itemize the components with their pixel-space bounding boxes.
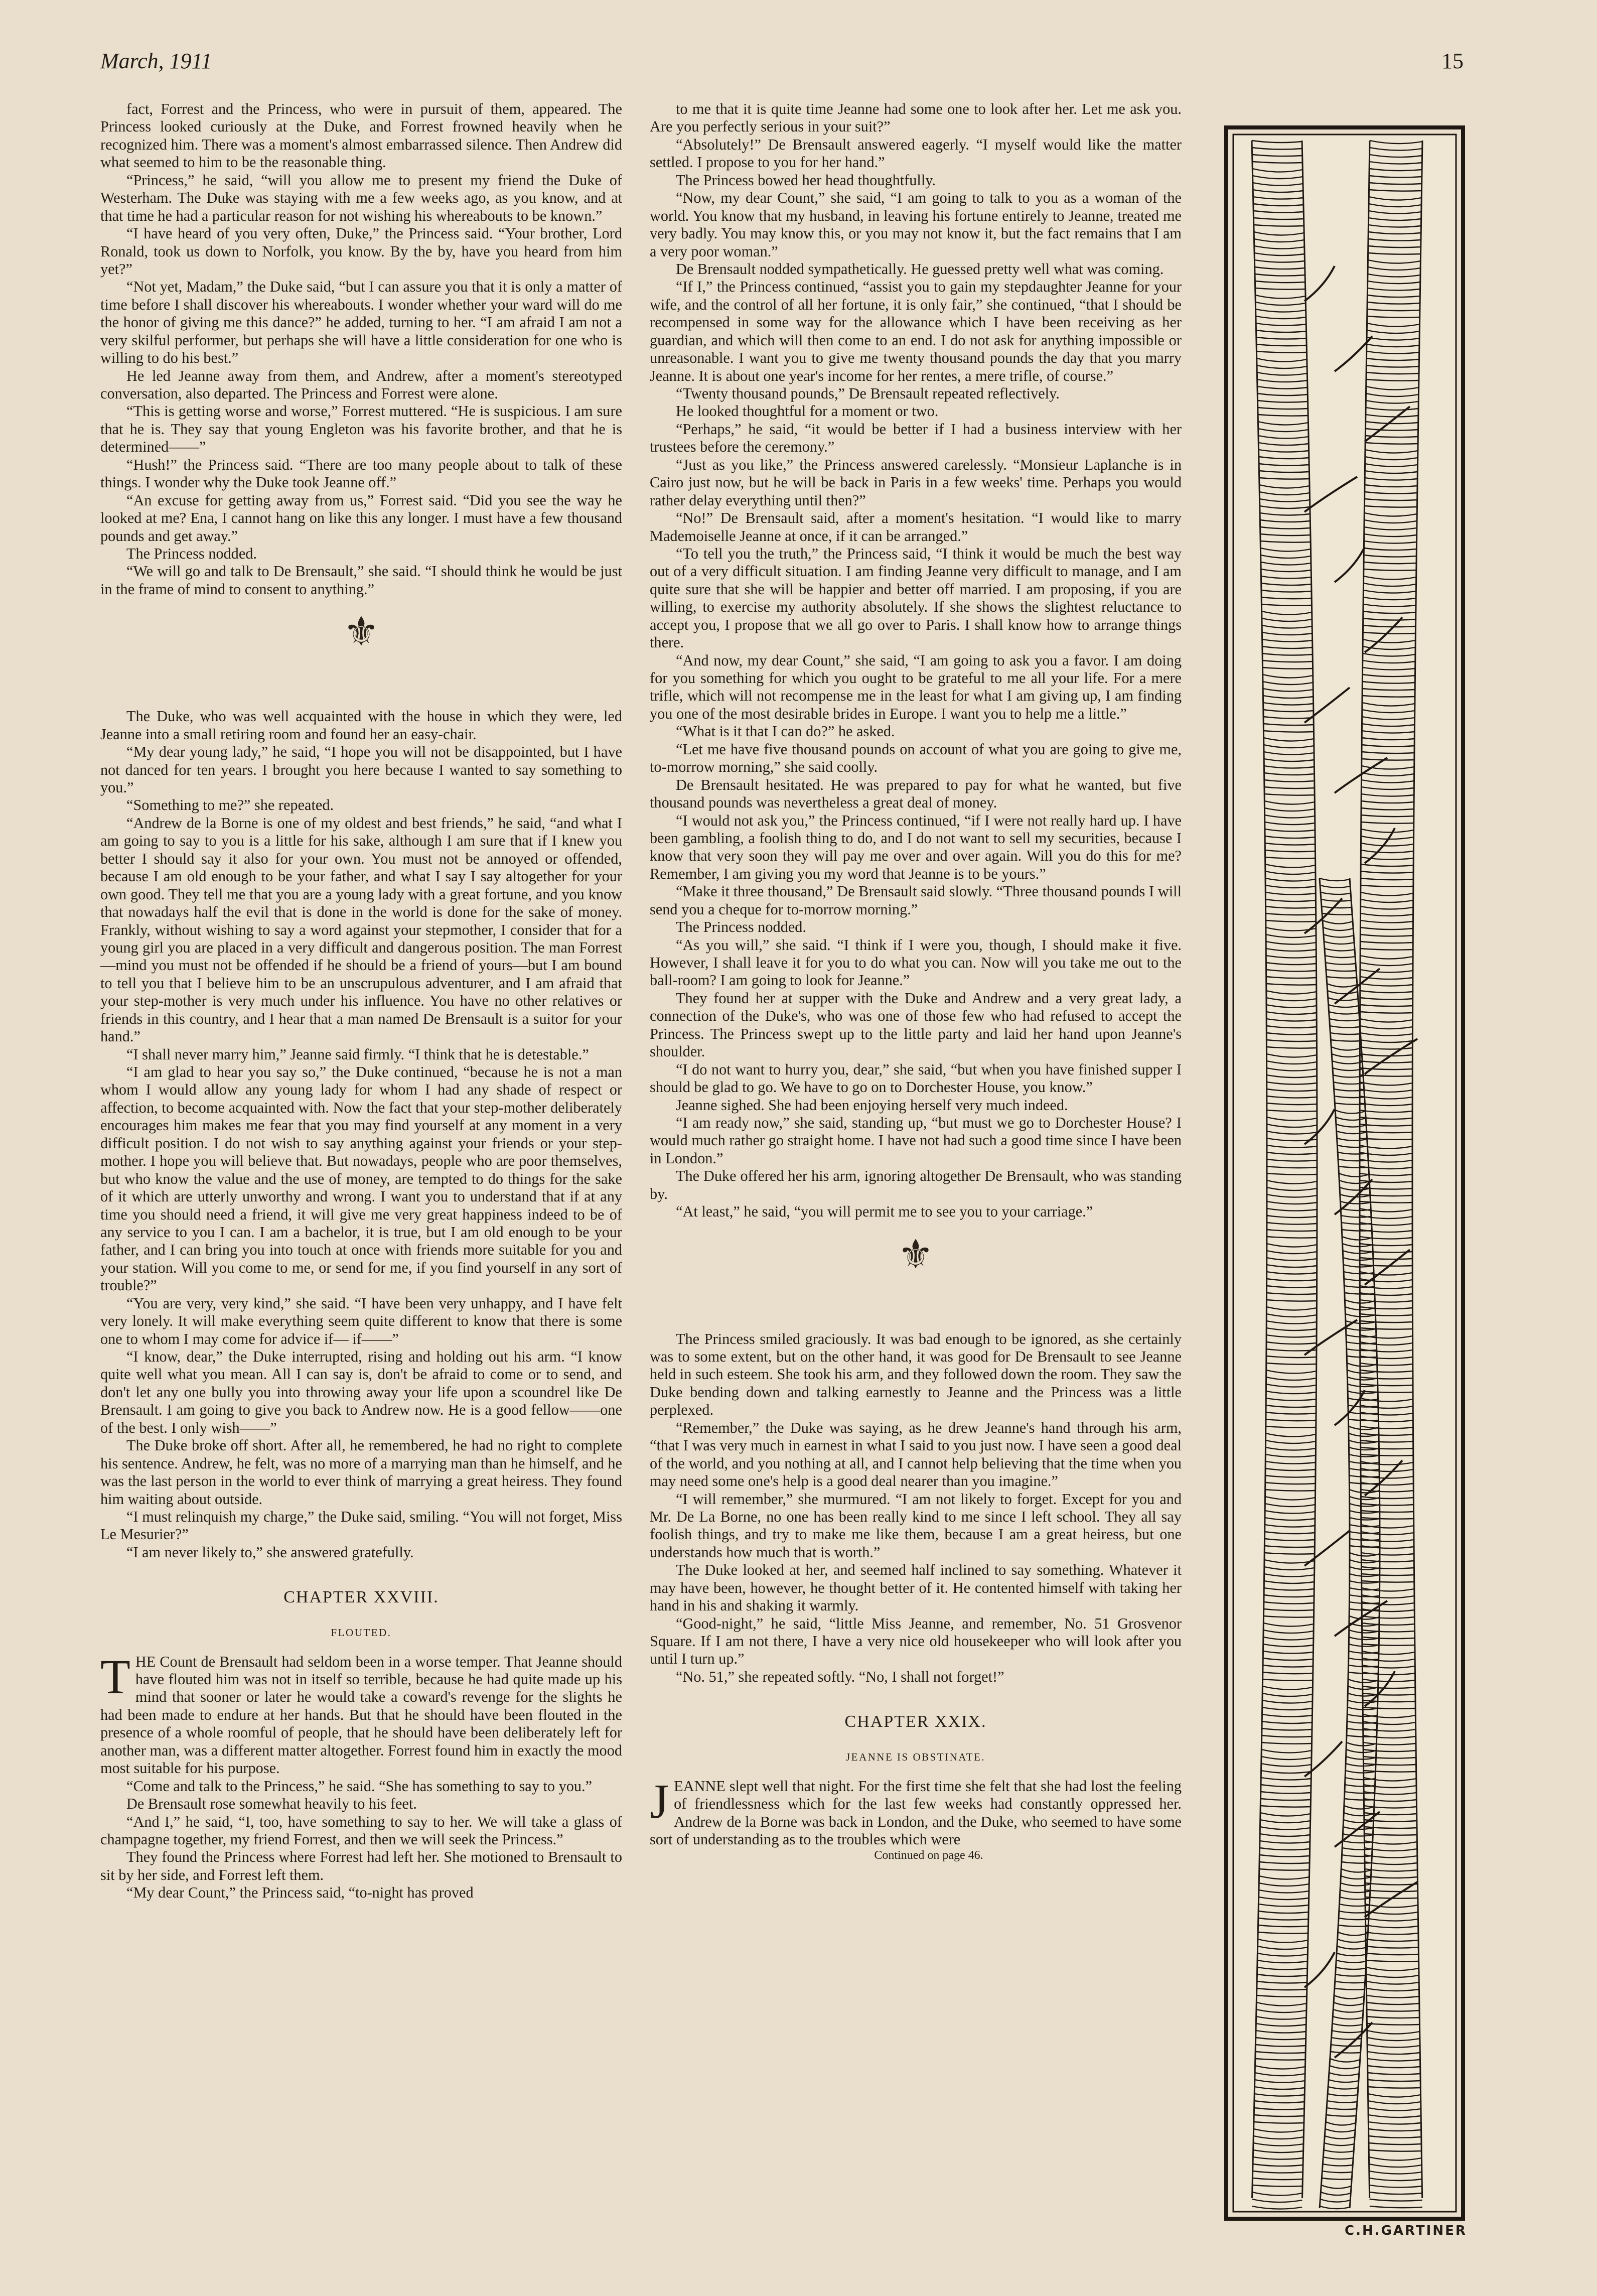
story-paragraph: “I will remember,” she murmured. “I am not likely to forget. Except for you and Mr. De La Borne, no one has been really kind to me since I left school. They all say foolish things, and try to make me like them, because I am a great heiress, but one understands how much that is worth.”	[650, 1490, 1182, 1561]
story-paragraph: “No!” De Brensault said, after a moment's hesitation. “I would like to marry Mademoiselle Jeanne at once, if it can be arranged.”	[650, 509, 1182, 545]
story-paragraph: The Duke looked at her, and seemed half inclined to say something. Whatever it may have been, however, he thought better of it. He contented himself with taking her hand in his and shaking it warmly.	[650, 1561, 1182, 1614]
story-part-2	[650, 1330, 1182, 1686]
story-paragraph: “Come and talk to the Princess,” he said. “She has something to say to you.”	[126, 1777, 593, 1795]
story-paragraph: “If I,” the Princess continued, “assist you to gain my stepdaughter Jeanne for your wife, and the control of all her fortune, it is only fair,” she continued, “that I should be recompensed in some way for the allowance which I have been receiving as her guardian, and which will then come to an end. I do not ask for anything impossible or unreasonable. I want you to give me twenty thousand pounds the day that you marry Jeanne. It is about one year's income for her rentes, a mere trifle, of course.”	[650, 278, 1182, 384]
story-paragraph: The Princess smiled graciously. It was bad enough to be ignored, as she certainly was to some extent, but on the other hand, it was good for De Brensault to see Jeanne held in such esteem. She took his arm, and they followed down the room. They saw the Duke bending down and talking earnestly to Jeanne and the Princess was a little perplexed.	[650, 1330, 1182, 1419]
story-paragraph: “Absolutely!” De Brensault answered eagerly. “I myself would like the matter settled. I propose to you for her hand.”	[650, 136, 1182, 171]
story-paragraph: “Andrew de la Borne is one of my oldest and best friends,” he said, “and what I am going to say to you is a little for his sake, although I am sure that if I knew you better I should say it also for your own. You must not be annoyed or offended, because I am old enough to be your father, and what I say I say altogether for your own good. They tell me that you are a young lady with a great fortune, and you know that nowadays half the evil that is done in the world is done for the sake of money. Frankly, without wishing to say a word against your stepmother, I consider that for a young girl you are placed in a very difficult and dangerous position. The man Forrest—mind you must not be offended if he should be a friend of yours—but I am bound to tell you that I believe him to be an unscrupulous adventurer, and I am afraid that your step-mother is very much under his influence. You have no other relatives or friends in this country, and I hear that a man named De Brensault is a suitor for your hand.”	[100, 814, 622, 1045]
continued-note: Continued on page 46.	[874, 1849, 983, 1862]
story-paragraph: “I am never likely to,” she answered gratefully.	[126, 1543, 414, 1561]
chapter-title: CHAPTER XXVIII.	[283, 1588, 439, 1607]
story-paragraph: The Princess nodded.	[126, 545, 257, 562]
story-paragraph: He led Jeanne away from them, and Andrew, after a moment's stereotyped conversation, also departed. The Princess and Forrest were alone.	[100, 367, 622, 402]
story-paragraph: De Brensault nodded sympathetically. He guessed pretty well what was coming.	[676, 260, 1164, 278]
story-paragraph: “Not yet, Madam,” the Duke said, “but I can assure you that it is only a matter of time before I shall discover his whereabouts. I wonder whether your ward will do me the honor of giving me this dance?” he added, turning to her. “I am afraid I am not a very skilful performer, but perhaps she will have a little consideration for one who is willing to do his best.”	[100, 278, 622, 367]
chapter-title: CHAPTER XXIX.	[844, 1712, 987, 1731]
story-paragraph: “I am glad to hear you say so,” the Duke continued, “because he is not a man whom I would allow any young lady for whom I had any shade of respect or affection, to become acquainted with. Now the fact that your step-mother deliberately encourages him makes me fear that you may find yourself at any moment in a very difficult position. I do not wish to say anything against your friends or your step-mother. I hope you will believe that. But nowadays, people who are poor themselves, but who know the value and the use of money, are tempted to do things for the sake of it which are utterly unworthy and wrong. I want you to understand that if at any time you should need a friend, it will give me very great happiness indeed to be of any service to you I can. I am a bachelor, it is true, but I am old enough to be your father, and I can bring you into touch at once with friends more suitable for you and your station. Will you come to me, or send for me, if you find yourself in any sort of trouble?”	[100, 1063, 622, 1294]
story-paragraph: “I am ready now,” she said, standing up, “but must we go to Dorchester House? I would much rather go straight home. I have not had such a good time since I have been in London.”	[650, 1114, 1182, 1167]
story-paragraph: “Remember,” the Duke was saying, as he drew Jeanne's hand through his arm, “that I was very much in earnest in what I said to you just now. I have seen a good deal of the world, and you nothing at all, and I cannot help believing that the time when you may need some one's help is a good deal nearer than you imagine.”	[650, 1419, 1182, 1490]
chapter-subtitle: JEANNE IS OBSTINATE.	[845, 1751, 986, 1764]
page-number: 15	[1441, 49, 1464, 73]
story-paragraph: “I know, dear,” the Duke interrupted, rising and holding out his arm. “I know quite well what you mean. All I can say is, don't be afraid to come or to send, and don't let any one bully you into throwing away your life upon a scoundrel like De Brensault. I am going to give you back to Andrew now. He is a good fellow——one of the best. I only wish——”	[100, 1348, 622, 1436]
story-paragraph: “As you will,” she said. “I think if I were you, though, I should make it five. However, I shall leave it for you to do what you can. Now will you take me out to the ball-room? I am going to look for Jeanne.”	[650, 936, 1182, 989]
story-paragraph: Jeanne sighed. She had been enjoying herself very much indeed.	[676, 1096, 1068, 1114]
birch-trees-illustration	[1224, 125, 1465, 2221]
story-paragraph: “To tell you the truth,” the Princess said, “I think it would be much the best way out of a very difficult situation. I am finding Jeanne very difficult to manage, and I am quite sure that she will be happier and better off married. I am proposing, if you are willing, to exercise my authority absolutely. If she shows the slightest reluctance to accept you, I propose that we all go over to Paris. I shall know how to arrange things there.	[650, 545, 1182, 651]
story-paragraph: “Princess,” he said, “will you allow me to present my friend the Duke of Westerham. The Duke was staying with me a few weeks ago, as you know, and at that time he had a particular reason for not wishing his whereabouts to be known.”	[100, 171, 622, 224]
story-paragraph: “Make it three thousand,” De Brensault said slowly. “Three thousand pounds I will send you a cheque for to-morrow morning.”	[650, 883, 1182, 918]
story-part-1	[650, 100, 1182, 1221]
story-paragraph: They found her at supper with the Duke and Andrew and a very great lady, a connection of the Duke's, who was one of those few who had refused to accept the Princess. The Princess swept up to the little party and laid her hand upon Jeanne's shoulder.	[650, 989, 1182, 1060]
story-paragraph: “We will go and talk to De Brensault,” she said. “I should think he would be just in the frame of mind to consent to anything.”	[100, 563, 622, 598]
page-date: March, 1911	[100, 49, 212, 73]
story-paragraph: “At least,” he said, “you will permit me to see you to your carriage.”	[676, 1203, 1093, 1221]
middle-column	[650, 100, 1182, 2258]
story-paragraph: “This is getting worse and worse,” Forrest muttered. “He is suspicious. I am sure that he is. They say that young Engleton was his favorite brother, and that he is determined——”	[100, 402, 622, 456]
story-paragraph: “I would not ask you,” the Princess continued, “if I were not really hard up. I have been gambling, a foolish thing to do, and I do not want to sell my securities, because I know that very soon they will pay me over and over again. Will you do this for me? Remember, I am giving you my word that Jeanne is to be yours.”	[650, 812, 1182, 882]
story-paragraph: De Brensault rose somewhat heavily to his feet.	[126, 1795, 417, 1813]
story-paragraph: “And I,” he said, “I, too, have something to say to her. We will take a glass of champagne together, my friend Forrest, and then we will seek the Princess.”	[100, 1813, 622, 1848]
story-paragraph: De Brensault hesitated. He was prepared to pay for what he wanted, but five thousand pounds was nevertheless a great deal of money.	[650, 776, 1182, 812]
story-paragraph: The Princess bowed her head thoughtfully.	[676, 171, 936, 189]
story-paragraph: “I do not want to hurry you, dear,” she said, “but when you have finished supper I should be glad to go. We have to go on to Dorchester House, you know.”	[650, 1060, 1182, 1096]
story-paragraph: “I have heard of you very often, Duke,” the Princess said. “Your brother, Lord Ronald, took us down to Norfolk, you know. By the by, have you heard from him yet?”	[100, 225, 622, 278]
chapter-opening-text: EANNE slept well that night. For the first time she felt that she had lost the feeling of friendlessness which for the last few weeks had constantly oppressed her. Andrew de la Borne was back in London, and the Duke, who seemed to have some sort of understanding as to the troubles which were	[650, 1777, 1182, 1848]
story-part-3	[100, 1778, 622, 1902]
chapter-opening-paragraph	[650, 1774, 1182, 1849]
story-paragraph: “My dear Count,” the Princess said, “to-night has proved	[126, 1884, 474, 1902]
story-paragraph: “Hush!” the Princess said. “There are too many people about to talk of these things. I wonder why the Duke took Jeanne off.”	[100, 456, 622, 491]
drop-cap: J	[650, 1774, 669, 1829]
story-paragraph: “And now, my dear Count,” she said, “I am going to ask you a favor. I am doing for you something for which you ought to be grateful to me all your life. For a mere trifle, which will not recompense me in the least for what I am giving up, I am finding you one of the most desirable brides in Europe. I want you to help me a little.”	[650, 651, 1182, 722]
chapter-opening-text: HE Count de Brensault had seldom been in a worse temper. That Jeanne should have flouted him was not in itself so terrible, because he had quite made up his mind that sooner or later he would take a coward's revenge for the slights he had been made to endure at her hands. But that he should have been flouted in the presence of a whole roomful of people, that he should have been deliberately left for another man, was a different matter altogether. Forrest found him in exactly the mood most suitable for his purpose.	[100, 1653, 622, 1777]
story-paragraph: “Just as you like,” the Princess answered carelessly. “Monsieur Laplanche is in Cairo just now, but he will be back in Paris in a few weeks' time. Perhaps you would rather delay everything until then?”	[650, 456, 1182, 509]
story-paragraph: “No. 51,” she repeated softly. “No, I shall not forget!”	[676, 1668, 1004, 1685]
story-paragraph: The Duke offered her his arm, ignoring altogether De Brensault, who was standing by.	[650, 1167, 1182, 1202]
story-paragraph: “I must relinquish my charge,” the Duke said, smiling. “You will not forget, Miss Le Mesurier?”	[100, 1508, 622, 1543]
story-paragraph: “Good-night,” he said, “little Miss Jeanne, and remember, No. 51 Grosvenor Square. If I am not there, I have a very nice old housekeeper who will look after you until I turn up.”	[650, 1614, 1182, 1668]
fleur-de-lis-ornament: ⚜	[343, 610, 379, 655]
story-paragraph: “I shall never marry him,” Jeanne said firmly. “I think that he is detestable.”	[126, 1045, 589, 1063]
story-paragraph: The Princess nodded.	[676, 918, 806, 936]
left-column	[100, 100, 622, 2258]
story-paragraph: “My dear young lady,” he said, “I hope you will not be disappointed, but I have not danced for ten years. I brought you here because I wanted to say something to you.”	[100, 743, 622, 796]
story-paragraph: fact, Forrest and the Princess, who were in pursuit of them, appeared. The Princess looked curiously at the Duke, and Forrest frowned heavily when he recognized him. There was a moment's almost embarrassed silence. Then Andrew did what seemed to him to be the reasonable thing.	[100, 100, 622, 171]
story-paragraph: They found the Princess where Forrest had left her. She motioned to Brensault to sit by her side, and Forrest left them.	[100, 1848, 622, 1883]
drop-cap: T	[100, 1650, 130, 1704]
story-paragraph: “Let me have five thousand pounds on account of what you are going to give me, to-morrow morning,” she said coolly.	[650, 740, 1182, 776]
story-paragraph: “Something to me?” she repeated.	[126, 796, 334, 814]
story-paragraph: “What is it that I can do?” he asked.	[676, 723, 895, 740]
chapter-subtitle: FLOUTED.	[331, 1627, 392, 1639]
story-part-1	[100, 100, 622, 598]
story-paragraph: “Perhaps,” he said, “it would be better if I had a business interview with her trustees before the ceremony.”	[650, 420, 1182, 456]
story-paragraph: to me that it is quite time Jeanne had some one to look after her. Let me ask you. Are you perfectly serious in your suit?”	[650, 100, 1182, 136]
story-part-2	[100, 708, 622, 1561]
artist-signature: C.H.GARTINER	[1345, 2223, 1467, 2238]
story-paragraph: “Now, my dear Count,” she said, “I am going to talk to you as a woman of the world. You know that my husband, in leaving his fortune entirely to Jeanne, treated me very badly. You may know this, or you may not know it, but the fact remains that I am a very poor woman.”	[650, 189, 1182, 260]
story-paragraph: The Duke broke off short. After all, he remembered, he had no right to complete his sentence. Andrew, he felt, was no more of a marrying man than he himself, and he was the last person in the world to ever think of marrying a great heiress. They found him waiting about outside.	[100, 1437, 622, 1508]
story-paragraph: “An excuse for getting away from us,” Forrest said. “Did you see the way he looked at me? Ena, I cannot hang on like this any longer. I must have a few thousand pounds and get away.”	[100, 491, 622, 545]
story-paragraph: The Duke, who was well acquainted with the house in which they were, led Jeanne into a small retiring room and found her an easy-chair.	[100, 708, 622, 743]
story-paragraph: He looked thoughtful for a moment or two.	[676, 402, 939, 420]
story-paragraph: “You are very, very kind,” she said. “I have been very unhappy, and I have felt very lonely. It will make everything seem quite different to know that there is some one to whom I may come for advice if— if——”	[100, 1294, 622, 1347]
chapter-opening-paragraph	[100, 1650, 622, 1778]
story-paragraph: “Twenty thousand pounds,” De Brensault repeated reflectively.	[676, 385, 1060, 402]
fleur-de-lis-ornament: ⚜	[898, 1233, 934, 1277]
